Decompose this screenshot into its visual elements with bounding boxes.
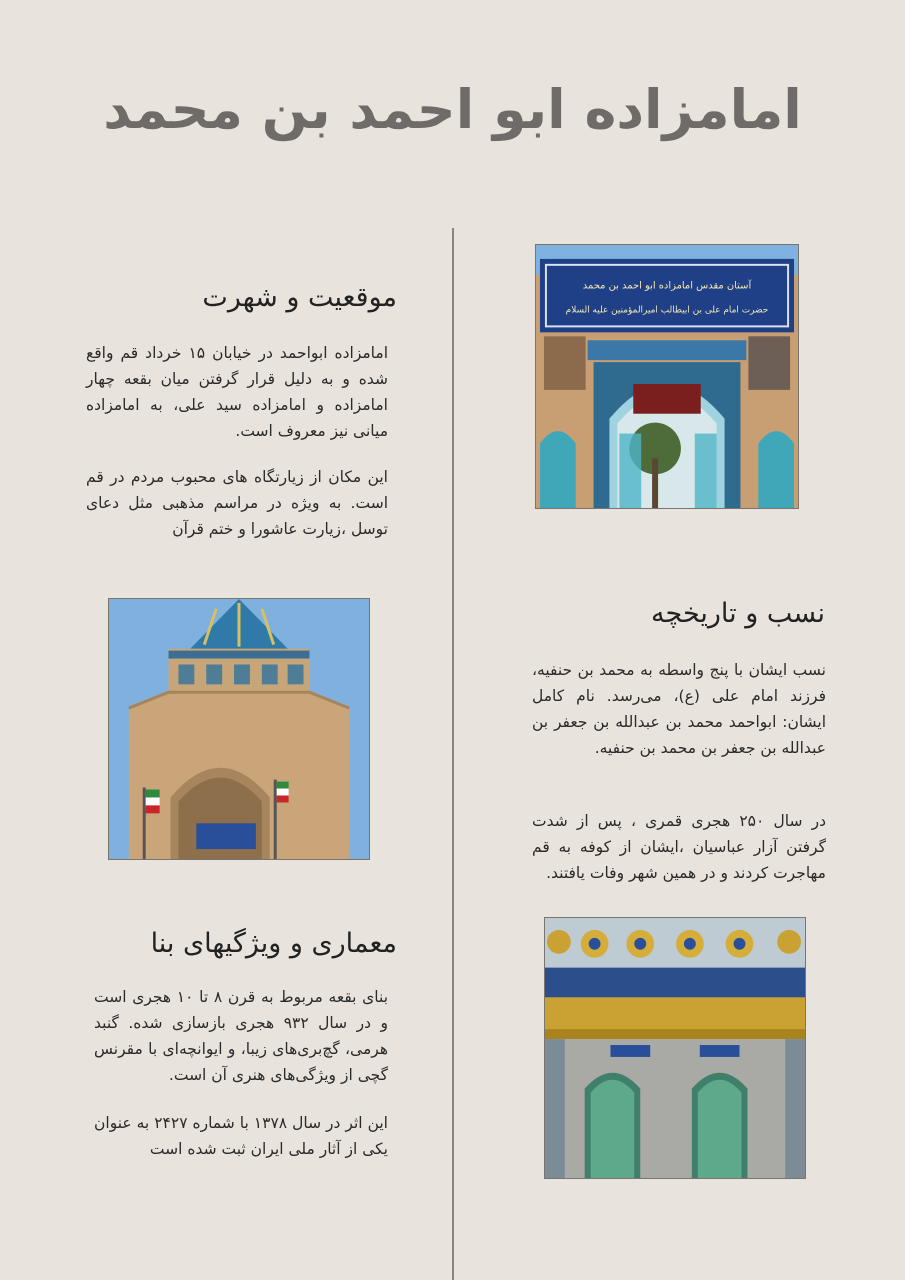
entrance-gate-photo (535, 244, 799, 509)
lineage-paragraph-1: نسب ایشان با پنج واسطه به محمد بن حنفیه، فرزند امام علی (ع)، می‌رسد. نام کامل ایشان: ابواحمد محمد بن عبدالله بن جعفر بن عبدالله بن جعفر بن محمد بن حنفیه. (532, 661, 826, 757)
architecture-paragraph-2: این اثر در سال ۱۳۷۸ با شماره ۲۴۲۷ به عنوان یکی از آثار ملی ایران ثبت شده است (94, 1114, 388, 1158)
center-divider (452, 228, 454, 1280)
sign-line-1: آستان مقدس امامزاده ابو احمد بن محمد (582, 280, 752, 292)
location-paragraph-2: این مکان از زیارتگاه های محبوب مردم در قم است. به ویژه در مراسم مذهبی مثل دعای توسل ،زیارت عاشورا و ختم قرآن (86, 468, 388, 538)
shrine-interior-photo (544, 917, 806, 1179)
architecture-paragraph-1: بنای بقعه مربوط به قرن ۸ تا ۱۰ هجری است و در سال ۹۳۲ هجری بازسازی شده. گنبد هرمی، گچ‌بری‌های زیبا، و ایوانچه‌ای با مقرنس گچی از ویژگی‌های هنری آن است. (94, 988, 389, 1084)
location-heading: موقعیت و شهرت (202, 282, 397, 313)
lineage-paragraph-2: در سال ۲۵۰ هجری قمری ، پس از شدت گرفتن آزار عباسیان ،ایشان از کوفه به قم مهاجرت کردند و در همین شهر وفات یافتند. (532, 812, 826, 882)
dome-building-photo (108, 598, 370, 860)
sign-line-2: حضرت امام علی بن ابیطالب امیرالمؤمنین علیه السلام (565, 305, 769, 316)
lineage-heading: نسب و تاریخچه (651, 598, 825, 629)
location-paragraph-1: امامزاده ابواحمد در خیابان ۱۵ خرداد قم واقع شده و به دلیل قرار گرفتن میان بقعه چهار امامزاده و امامزاده سید علی، به امامزاده میانی نیز معروف است. (86, 344, 389, 440)
page-title: امامزاده ابو احمد بن محمد (103, 78, 802, 141)
architecture-heading: معماری و ویژگیهای بنا (150, 928, 397, 959)
